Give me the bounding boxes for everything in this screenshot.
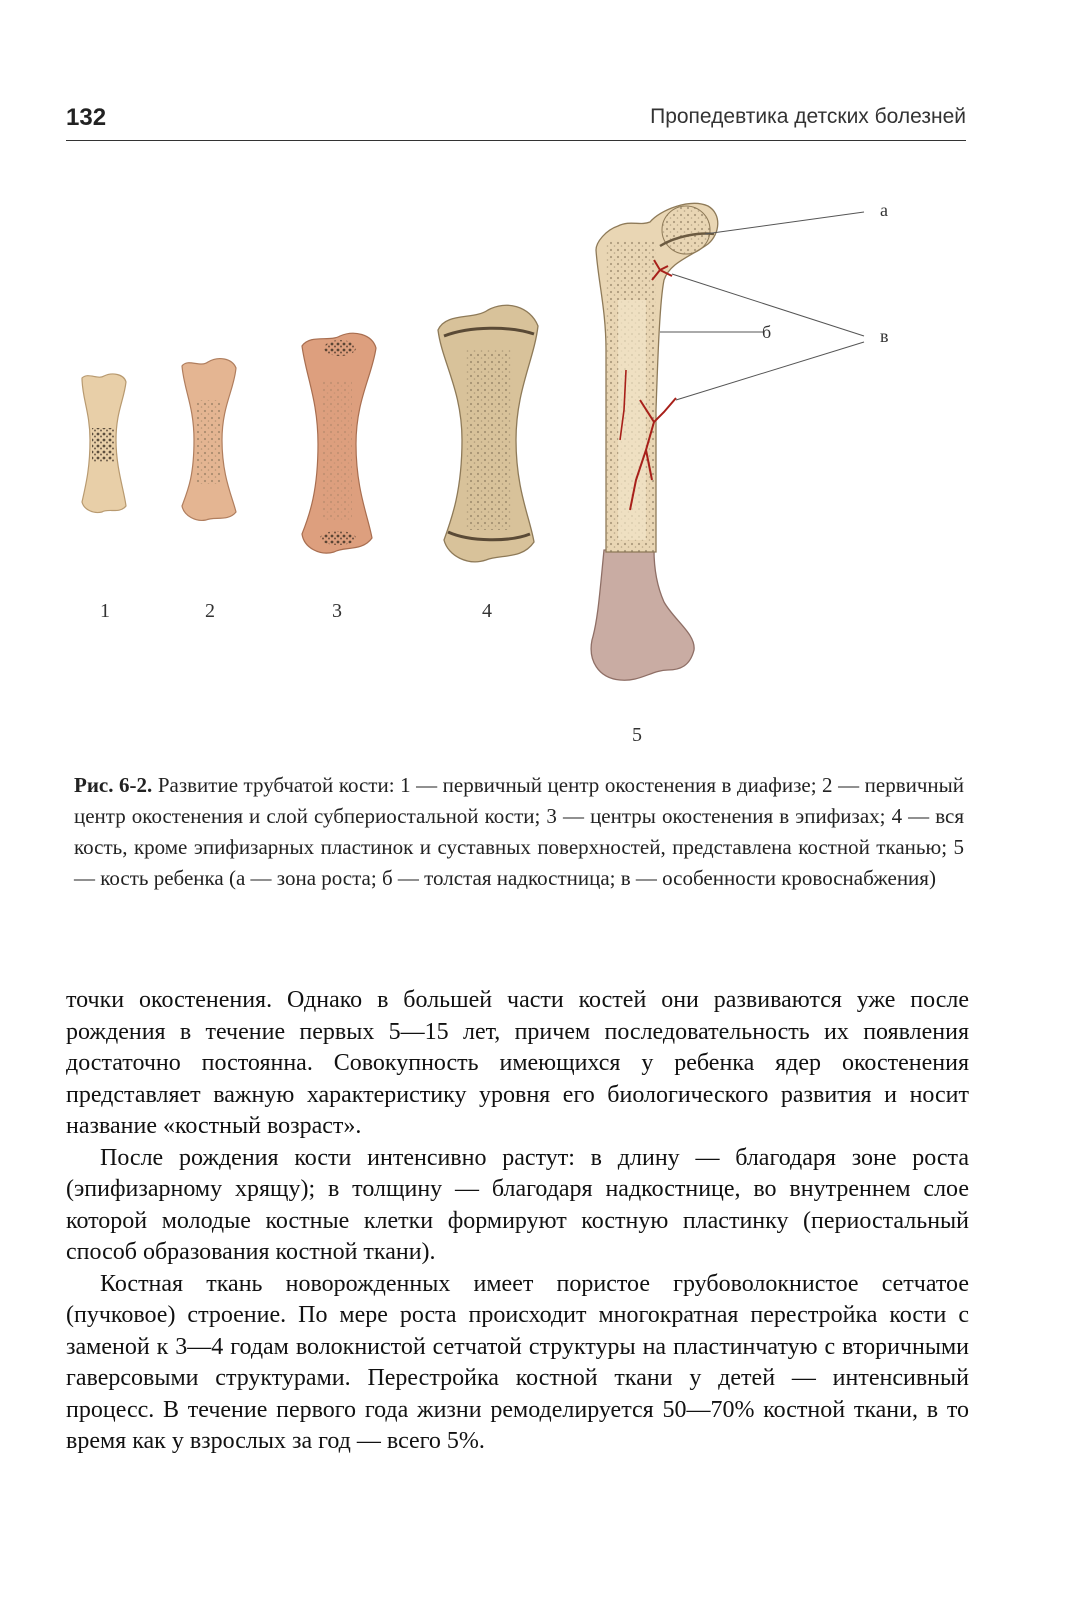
bone-5-epiphysis xyxy=(662,206,710,254)
bone-number-1: 1 xyxy=(100,600,110,622)
running-title: Пропедевтика детских болезней xyxy=(650,105,966,128)
bone-number-5: 5 xyxy=(632,724,642,746)
paragraph-3: Костная ткань новорожденных имеет пористое грубоволокнистое сетчатое (пучковое) строение. По мере роста происходит многократная перестройка кости с заменой к 3—4 годам волокнистой сетчатой структуры на пластинчатую с вторичными гаверсовыми структурами. Перестройка костной ткани у детей — интенсивный процесс. В течение первого года жизни ремоделируется 50—70% костной ткани, в то время как у взрослых за год — всего 5%. xyxy=(66,1270,969,1454)
bone-1-ossification-center xyxy=(92,428,114,462)
leader-a xyxy=(705,212,864,234)
figure-caption xyxy=(74,770,964,894)
bone-2-ossification-pattern xyxy=(196,400,220,484)
caption-label: Рис. 6-2. xyxy=(74,773,153,797)
bone-5-lower-end xyxy=(591,550,694,680)
bone-4-texture xyxy=(466,350,512,530)
leader-v-lower xyxy=(676,342,864,400)
paragraph-1: точки окостенения. Однако в большей части костей они развиваются уже после рождения в течение первых 5—15 лет, причем последовательность их появления достаточно постоянна. Совокупность имеющихся у ребенка ядер окостенения представляет важную характеристику уровня его биологического развития и носит название «костный возраст». xyxy=(66,987,969,1139)
figure-bone-development xyxy=(0,150,1069,760)
bone-2 xyxy=(182,359,236,521)
label-a: а xyxy=(880,200,888,220)
bone-number-4: 4 xyxy=(482,600,492,622)
bone-1 xyxy=(82,374,126,513)
paragraph-2: После рождения кости интенсивно растут: в длину — благодаря зоне роста (эпифизарному хрящу); в толщину — благодаря надкостнице, во внутреннем слое которой молодые костные клетки формируют костную пластинку (периостальный способ образования костной ткани). xyxy=(66,1144,969,1265)
label-b: б xyxy=(762,322,772,342)
bone-number-3: 3 xyxy=(332,600,342,622)
bone-3 xyxy=(302,333,376,553)
body-text xyxy=(66,985,969,1458)
bone-5 xyxy=(591,203,718,680)
bone-illustration xyxy=(0,150,1069,760)
bone-3-lower-epiphysis-center xyxy=(320,531,356,545)
page-number: 132 xyxy=(66,104,107,131)
label-v: в xyxy=(880,326,889,346)
bone-3-upper-epiphysis-center xyxy=(324,340,356,356)
bone-4 xyxy=(438,305,538,562)
bone-3-texture xyxy=(322,380,352,520)
page-header xyxy=(66,100,966,141)
bone-number-2: 2 xyxy=(205,600,215,622)
caption-text: Развитие трубчатой кости: 1 — первичный центр окостенения в диафизе; 2 — первичный центр окостенения и слой субпериостальной кости; 3 — центры окостенения в эпифизах; 4 — вся кость, кроме эпифизарных пластинок и суставных поверхностей, представлена костной тканью; 5 — кость ребенка (а — зона роста; б — толстая надкостница; в — особенности кровоснабжения) xyxy=(74,773,964,890)
